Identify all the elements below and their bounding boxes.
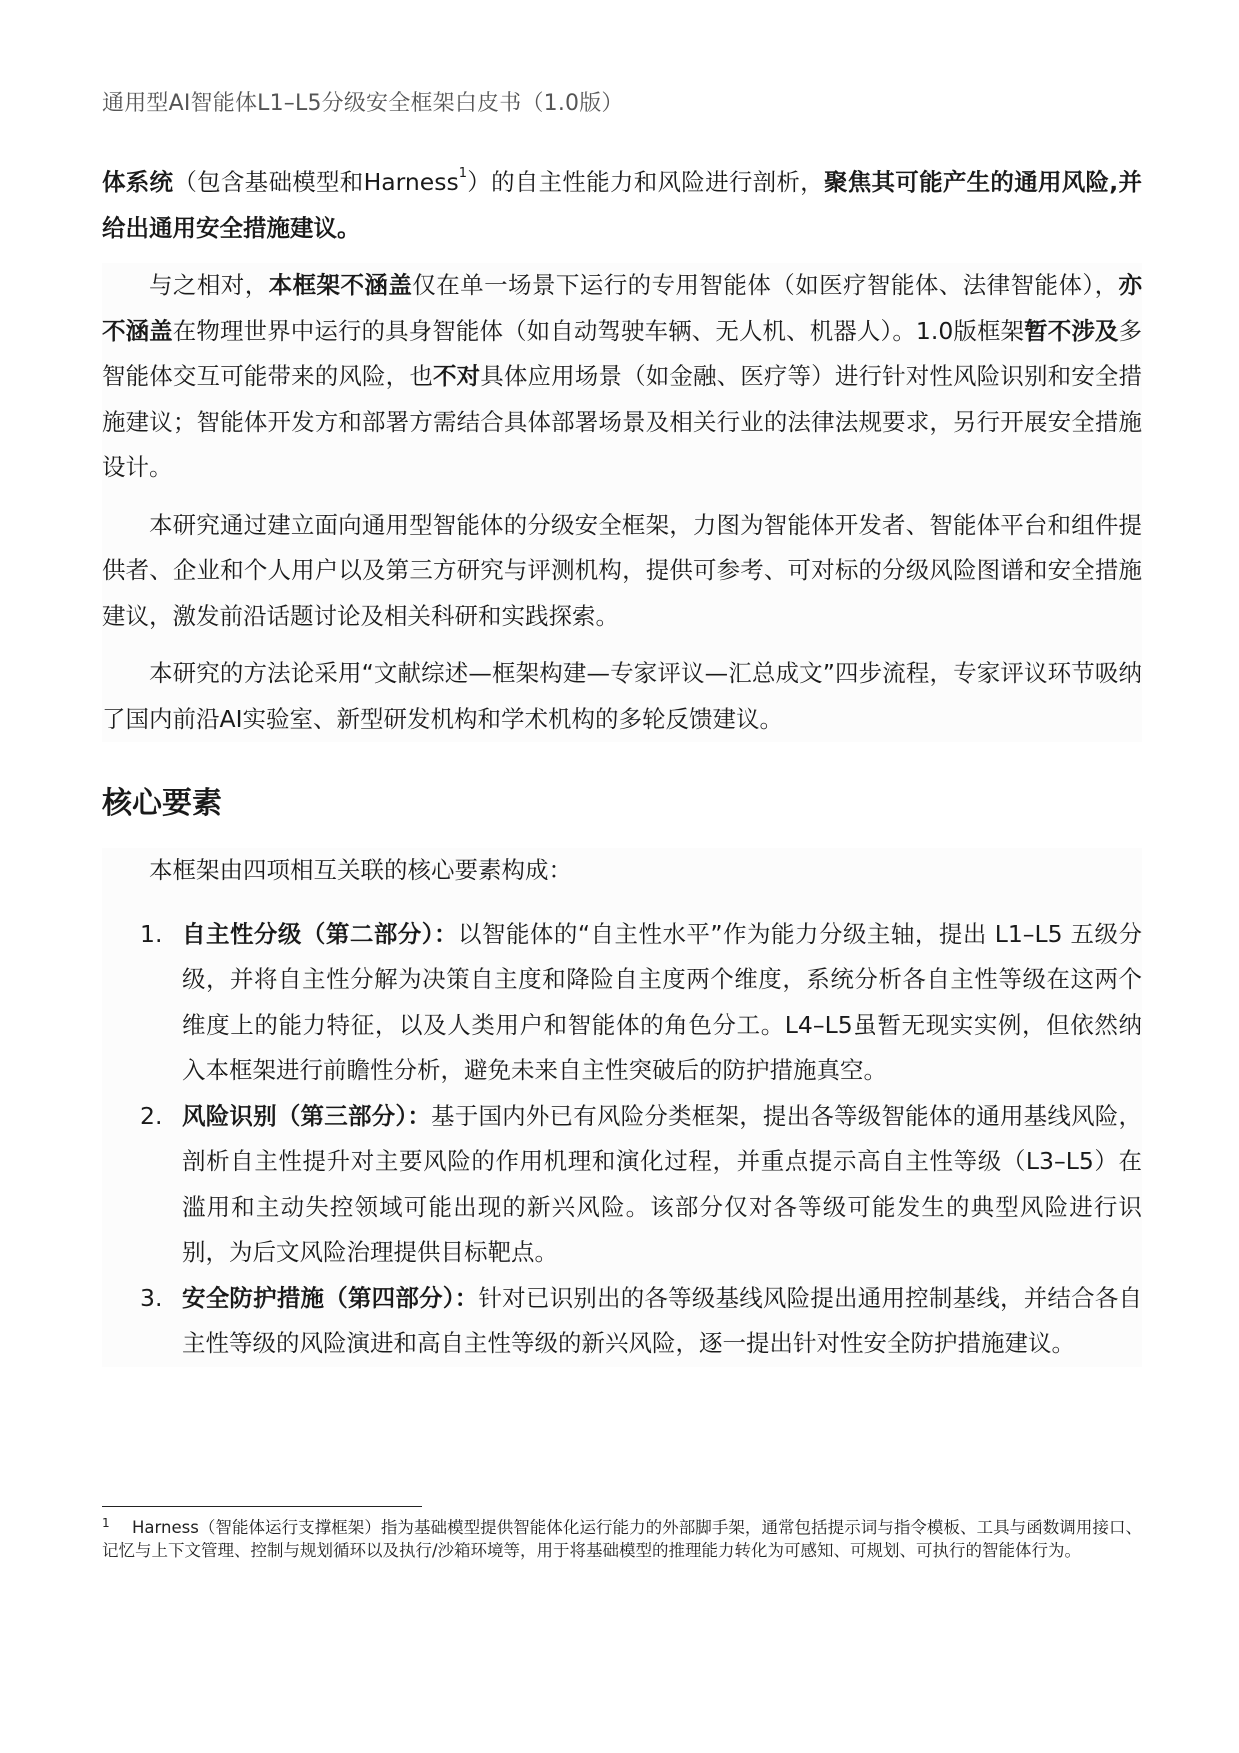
list-item-text: 基于国内外已有风险分类框架，提出各等级智能体的通用基线风险，剖析自主性提升对主要风险的作用机理和演化过程，并重点提示高自主性等级（L3–L5）在滥用和主动失控领域可能出现的新兴风险。该部分仅对各等级可能发生的典型风险进行识别，为后文风险治理提供目标靶点。 (182, 1101, 1143, 1266)
methodology-paragraph: 本研究的方法论采用“文献综述—框架构建—专家评议—汇总成文”四步流程，专家评议环节吸纳了国内前沿AI实验室、新型研发机构和学术机构的多轮反馈建议。 (102, 659, 1142, 733)
footnote-mark: 1 (102, 1516, 110, 1530)
list-item-colon: ： (407, 1101, 432, 1130)
body-block (102, 263, 1142, 742)
bold-text: 不对 (432, 362, 481, 390)
list-item-label: 自主性分级（第二部分） (182, 919, 434, 948)
body-text: 在物理世界中运行的具身智能体（如自动驾驶车辆、无人机、机器人）。1.0版框架 (172, 316, 1025, 345)
list-item-label: 风险识别（第三部分） (182, 1101, 408, 1130)
bold-text: 体系统 (102, 168, 174, 196)
section-title: 核心要素 (102, 786, 222, 821)
body-text: 仅在单一场景下运行的专用智能体（如医疗智能体、法律智能体）， (412, 271, 1119, 299)
body-text: ）的自主性能力和风险进行剖析， (467, 168, 824, 196)
list-item (102, 912, 1142, 1094)
scope-paragraph (102, 263, 1142, 491)
list-item (102, 1276, 1142, 1367)
footnote-divider (102, 1506, 422, 1507)
list-number: 2. (140, 1101, 163, 1130)
list-item-colon: ： (434, 919, 458, 948)
list-number: 3. (140, 1283, 163, 1312)
body-text: 多智能体交互可能带来的风险，也 (102, 316, 1143, 390)
footnote-ref[interactable]: 1 (458, 166, 468, 181)
running-header: 通用型AI智能体L1–L5分级安全框架白皮书（1.0版） (102, 91, 624, 116)
intro-paragraph-1 (102, 160, 1142, 251)
list-number: 1. (140, 919, 163, 948)
footnote-text: Harness（智能体运行支撑框架）指为基础模型提供智能体化运行能力的外部脚手架，通常包括提示词与指令模板、工具与函数调用接口、记忆与上下文管理、控制与规划循环以及执行/沙箱环境等，用于将基础模型的推理能力转化为可感知、可规划、可执行的智能体行为。 (102, 1518, 1142, 1560)
list-item (102, 1094, 1142, 1276)
list-item-text: 以智能体的“自主性水平”作为能力分级主轴，提出 L1–L5 五级分级，并将自主性分解为决策自主度和降险自主度两个维度，系统分析各自主性等级在这两个维度上的能力特征，以及人类用户和智能体的角色分工。L4–L5虽暂无现实实例，但依然纳入本框架进行前瞻性分析，避免未来自主性突破后的防护措施真空。 (182, 919, 1142, 1084)
bold-text: 本框架不涵盖 (268, 271, 413, 299)
core-lead-paragraph: 本框架由四项相互关联的核心要素构成： (149, 856, 572, 884)
bold-text: 暂不涉及 (1024, 316, 1119, 345)
core-elements-list (102, 912, 1142, 1367)
body-text: （包含基础模型和Harness (173, 168, 459, 196)
core-block (102, 848, 1142, 1367)
list-item-colon: ： (454, 1283, 479, 1312)
list-item-label: 安全防护措施（第四部分） (182, 1283, 455, 1312)
purpose-paragraph: 本研究通过建立面向通用型智能体的分级安全框架，力图为智能体开发者、智能体平台和组件提供者、企业和个人用户以及第三方研究与评测机构，提供可参考、可对标的分级风险图谱和安全措施建议，激发前沿话题讨论及相关科研和实践探索。 (102, 510, 1142, 630)
body-text: 与之相对， (149, 271, 269, 299)
bold-text: 亦不涵盖 (102, 271, 1143, 345)
footnote (102, 1516, 1142, 1562)
list-item-text: 针对已识别出的各等级基线风险提出通用控制基线，并结合各自主性等级的风险演进和高自主性等级的新兴风险，逐一提出针对性安全防护措施建议。 (182, 1283, 1143, 1357)
body-text: 具体应用场景（如金融、医疗等）进行针对性风险识别和安全措施建议；智能体开发方和部署方需结合具体部署场景及相关行业的法律法规要求，另行开展安全措施设计。 (102, 362, 1143, 481)
page-content (102, 160, 1142, 1367)
bold-text: 聚焦其可能产生的通用风险,并给出通用安全措施建议。 (102, 168, 1143, 242)
